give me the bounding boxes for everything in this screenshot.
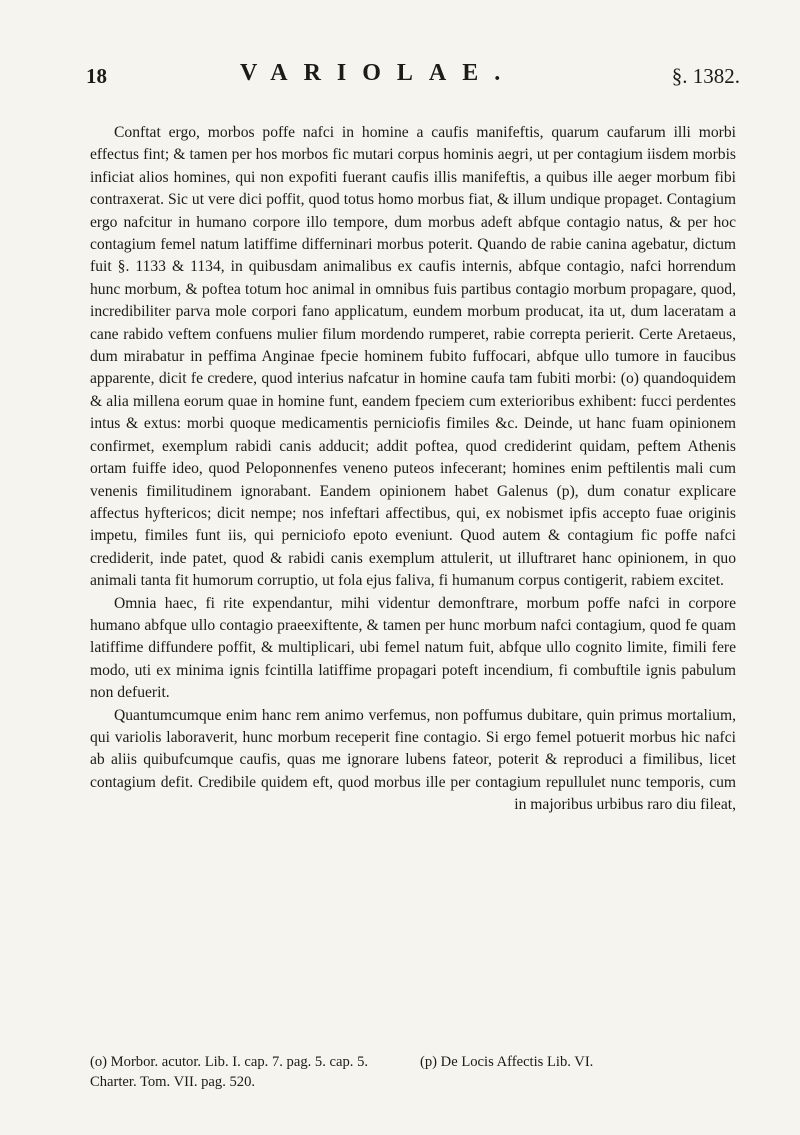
page-number: 18 xyxy=(86,64,107,88)
running-head xyxy=(86,58,740,88)
footnote-p: (p) De Locis Affectis Lib. VI. xyxy=(420,1054,594,1070)
footnote-o: (o) Morbor. acutor. Lib. I. cap. 7. pag. 5. cap. 5. Charter. Tom. VII. pag. 520. xyxy=(90,1054,369,1090)
paragraph: Omnia haec, fi rite expendantur, mihi videntur demonftrare, morbum poffe nafci in corpore humano abfque ullo contagio praeexiftente, & tamen per hunc morbum nafci contagium, quod fe quam latiffime diffundere poffit, & multiplicari, ubi femel natum fuit, abfque ullo cognito limite, fimili fere modo, uti ex minima ignis fcintilla latiffime propagari poteft incendium, fi combuftile ignis pabulum non defuerit. xyxy=(90,594,736,702)
paragraph: Conftat ergo, morbos poffe nafci in homine a caufis manifeftis, quarum caufarum illi morbi effectus fint; & tamen per hos morbos fic mutari corpus hominis aegri, ut per contagium iisdem morbis inficiat alios homines, qui non expofiti fuerant caufis illis manifeftis, a quibus ille aeger morbum fibi contraxerat. Sic ut vere dici poffit, quod totus homo morbus fiat, & illum undique propaget. Contagium ergo nafcitur in humano corpore illo tempore, dum morbus adeft abfque contagio natus, & per hoc contagium femel natum latiffime differninari morbus poterit. Quando de rabie canina agebatur, dictum fuit §. 1133 & 1134, in quibusdam animalibus ex caufis internis, abfque contagio, nafci horrendum hunc morbum, & poftea totum hoc animal in omnibus fuis partibus contagio morbum propagare, quod, incredibiliter parva mole corpori fano applicatum, eundem morbum producat, ita ut, dum laceratam a cane rabido veftem confuens mulier filum mordendo rumperet, rabie correpta perierit. Certe Aretaeus, dum mirabatur in peffima Anginae fpecie hominem fubito fuffocari, abfque ullo tumore in faucibus apparente, dicit fe credere, quod interius nafcatur in homine caufa tam fubiti morbi: (o) quandoquidem & alia millena eorum quae in homine funt, eandem fpeciem cum exterioribus exhibent: fucci perdentes intus & extus: morbi quoque medicamentis perniciofis fimiles &c. Deinde, ut hanc fuam opinionem confirmet, exemplum rabidi canis adducit; addit poftea, quod crediderint quidam, peftem Athenis ortam fuiffe ideo, quod Peloponnenfes veneno puteos infecerant; homines enim peftilentis mali cum venenis fimilitudinem ignorabant. Eandem opinionem habet Galenus (p), dum conatur explicare affectus hyftericos; dicit nempe; nos infeftari affectibus, qui, ex nobismet ipfis accepto fuae originis impetu, fimiles funt iis, qui perniciofo epoto eveniunt. Quod autem & contagium fic poffe nafci crediderit, inde patet, quod & rabidi canis exemplum attulerit, ut illuftraret hanc opinionem, in quo animali tanta fit humorum corruptio, ut fola ejus faliva, fi humanum corpus contigerit, rabiem excitet. xyxy=(90,124,736,590)
running-title: VARIOLAE. xyxy=(240,60,517,86)
section-number: §. 1382. xyxy=(671,64,740,88)
footnotes xyxy=(90,1052,740,1092)
paragraph: Quantumcumque enim hanc rem animo verfemus, non poffumus dubitare, quin primus mortalium, qui variolis laboraverit, hunc morbum receperit fine contagio. Si ergo femel potuerit morbus hic nafci ab aliis quibufcumque caufis, quas me ignorare lubens fateor, poterit & reproduci a fimilibus, licet contagium defit. Credibile quidem eft, quod morbus ille per contagium repullulet nunc temporis, cum in majoribus urbibus raro diu fileat, xyxy=(90,706,736,814)
body-text xyxy=(90,122,736,817)
